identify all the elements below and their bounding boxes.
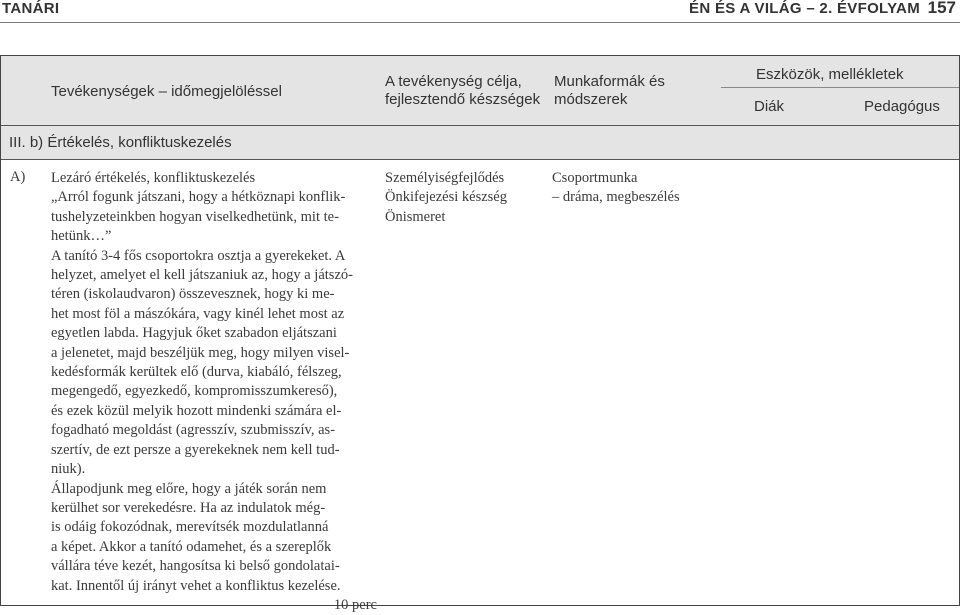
- section-title: III. b) Értékelés, konfliktuskezelés: [9, 134, 232, 151]
- activity-line: megengedő, egyezkedő, kompromisszumkereső),: [51, 383, 338, 400]
- activity-description: [51, 169, 377, 615]
- activity-line: tushelyzeteinkben hogyan viselkedhetünk, mit te-: [51, 208, 339, 225]
- goal-item: Önkifejezési készség: [385, 189, 507, 206]
- methods-list: [552, 169, 717, 208]
- activity-line: A tanító 3-4 fős csoportokra osztja a gyerekeket. A: [51, 247, 346, 264]
- header-method-line2: módszerek: [554, 91, 628, 108]
- page-number: 157: [927, 0, 956, 17]
- activity-line: niuk).: [51, 461, 86, 478]
- activity-line: kedésformák kerültek elő (durva, kiabáló, félszeg,: [51, 364, 342, 381]
- header-activity: Tevékenységek – időmegjelöléssel: [51, 83, 282, 100]
- activity-line: Lezáró értékelés, konfliktuskezelés: [51, 170, 256, 186]
- activity-line: „Arról fogunk játszani, hogy a hétköznapi konflik-: [51, 189, 346, 206]
- section-row: [1, 126, 959, 160]
- activity-line: egyetlen labda. Hagyjuk őket szabadon eljátszani: [51, 325, 337, 342]
- header-tools-divider: [721, 87, 959, 88]
- activity-line: helyzet, amelyet el kell játszaniuk az, hogy a játszó-: [51, 267, 353, 284]
- method-item: Csoportmunka: [552, 170, 638, 186]
- content-row: [1, 160, 959, 613]
- lesson-plan-table: [0, 55, 960, 613]
- running-header-left: TANÁRI: [2, 0, 60, 17]
- running-header-title: ÉN ÉS A VILÁG – 2. ÉVFOLYAM: [689, 0, 920, 17]
- activity-line: Állapodjunk meg előre, hogy a játék során nem: [51, 480, 327, 497]
- activity-line: téren (iskolaudvaron) összevesznek, hogy ki me-: [51, 286, 335, 303]
- header-goal-line1: A tevékenység célja,: [385, 73, 522, 90]
- row-label: A): [10, 169, 26, 185]
- activity-line: fogadható megoldást (agresszív, szubmisszív, as-: [51, 422, 336, 439]
- goal-item: Személyiségfejlődés: [385, 170, 505, 186]
- header-goal: [385, 73, 540, 109]
- activity-time: 10 perc: [333, 596, 377, 613]
- header-teacher: Pedagógus: [864, 98, 940, 115]
- table-header-row: [1, 56, 959, 126]
- header-method-line1: Munkaformák és: [554, 73, 665, 90]
- goal-item: Önismeret: [385, 208, 446, 225]
- header-student: Diák: [754, 98, 785, 115]
- running-header: [0, 0, 960, 23]
- header-tools: Eszközök, mellékletek: [756, 66, 904, 83]
- activity-line: kat. Innentől új irányt vehet a konfliktus kezelése.: [51, 577, 341, 594]
- activity-line: vállára téve kezét, hangosítsa ki belső gondolatai-: [51, 558, 340, 575]
- header-goal-line2: fejlesztendő készségek: [385, 91, 541, 108]
- activity-line: a képet. Akkor a tanító odamehet, és a szereplők: [51, 538, 332, 555]
- activity-line: és ezek közül melyik hozott mindenki számára el-: [51, 402, 342, 419]
- goals-list: [385, 169, 545, 227]
- activity-line: a jelenetet, majd beszéljük meg, hogy milyen visel-: [51, 344, 350, 361]
- activity-line: het most föl a mászókára, vagy kinél lehet most az: [51, 305, 345, 322]
- method-item: – dráma, megbeszélés: [552, 189, 680, 206]
- activity-line: is odáig fokozódnak, merevítsék mozdulatlanná: [51, 519, 329, 536]
- activity-line: hetünk…”: [51, 228, 112, 245]
- header-method: [554, 73, 665, 109]
- activity-line: szertív, de ezt persze a gyerekeknek nem kell tud-: [51, 441, 340, 458]
- activity-line: kerülhet sor verekedésre. Ha az indulatok még-: [51, 499, 326, 516]
